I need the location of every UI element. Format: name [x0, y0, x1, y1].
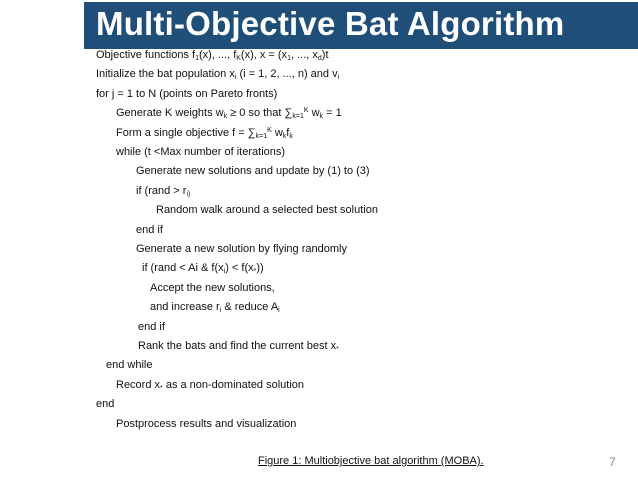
- pseudocode-text: k=1: [292, 113, 304, 121]
- pseudocode-text: )): [256, 262, 264, 275]
- pseudocode-text: k: [282, 132, 287, 140]
- pseudocode-text: Rank the bats and find the current best x: [138, 340, 337, 352]
- slide-title: Multi-Objective Bat Algorithm: [96, 5, 565, 42]
- pseudocode-text: Generate a new solution by flying randomly: [136, 243, 347, 255]
- pseudocode-text: *: [336, 346, 339, 353]
- pseudocode-text: (i = 1, 2, ..., n) and v: [236, 68, 338, 81]
- pseudocode-text: i: [278, 307, 280, 315]
- pseudocode-text: Form a single objective f = ∑: [116, 126, 256, 139]
- pseudocode-text: if (rand < Ai & f(x: [142, 262, 224, 275]
- pseudocode-text: Initialize the bat population x: [96, 68, 235, 81]
- pseudocode-text: *: [160, 384, 163, 392]
- pseudocode-text: for j = 1 to N (points on Pareto fronts): [96, 87, 278, 100]
- pseudocode-text: Random walk around a selected best solution: [156, 204, 378, 217]
- pseudocode-line: [136, 184, 190, 198]
- pseudocode-line: [96, 67, 339, 81]
- pseudocode-text: end while: [106, 359, 153, 372]
- pseudocode-text: Accept the new solutions,: [150, 281, 275, 294]
- pseudocode-text: while (t <Max number of iterations): [116, 146, 286, 158]
- pseudocode-line: [136, 242, 347, 256]
- pseudocode-line: [156, 203, 378, 217]
- pseudocode-text: i: [219, 307, 222, 315]
- pseudocode-line: [150, 300, 280, 314]
- pseudocode-text: k=1: [255, 132, 268, 140]
- pseudocode-text: k: [319, 113, 324, 121]
- pseudocode-text: Record x: [116, 378, 161, 391]
- pseudocode-line: [96, 48, 329, 62]
- pseudocode-text: (x), ..., f: [198, 49, 237, 61]
- pseudocode-text: f: [286, 126, 290, 139]
- pseudocode-text: d: [317, 55, 322, 62]
- pseudocode-text: w: [271, 126, 283, 139]
- pseudocode-line: [138, 320, 165, 334]
- pseudocode-line: [116, 417, 296, 431]
- figure-caption: Figure 1: Multiobjective bat algorithm (MOBA).: [258, 455, 484, 467]
- pseudocode-text: w: [308, 107, 320, 120]
- pseudocode-text: = 1: [323, 107, 342, 120]
- pseudocode-text: )t: [321, 49, 329, 61]
- pseudocode-text: i: [223, 268, 226, 276]
- pseudocode-text: k: [289, 132, 293, 140]
- page-number: 7: [609, 455, 616, 469]
- pseudocode-line: [116, 126, 293, 140]
- pseudocode-text: Generate K weights w: [116, 107, 224, 120]
- pseudocode-line: [136, 164, 370, 178]
- pseudocode-text: & reduce A: [221, 301, 279, 314]
- pseudocode-text: *: [253, 268, 257, 276]
- pseudocode-text: K: [267, 126, 272, 134]
- pseudocode-text: K: [303, 107, 309, 115]
- pseudocode-line: [138, 339, 339, 353]
- pseudocode-text: i): [186, 190, 191, 198]
- pseudocode-text: , ..., x: [290, 49, 318, 61]
- pseudocode-text: end if: [136, 223, 163, 236]
- pseudocode-text: i: [234, 74, 237, 82]
- pseudocode-line: [106, 358, 152, 372]
- pseudocode-text: end if: [138, 320, 165, 333]
- pseudocode-text: and increase r: [150, 301, 220, 314]
- pseudocode-line: [150, 281, 275, 295]
- pseudocode-line: [116, 106, 342, 120]
- pseudocode-text: Postprocess results and visualization: [116, 417, 297, 430]
- pseudocode-line: [136, 223, 163, 237]
- pseudocode-line: [96, 397, 114, 411]
- pseudocode-line: [116, 378, 304, 392]
- pseudocode-line: [142, 261, 264, 275]
- pseudocode-text: K: [236, 55, 241, 62]
- pseudocode-text: ) < f(x: [225, 262, 254, 275]
- pseudocode-text: k: [223, 113, 228, 121]
- pseudocode-text: 1: [287, 55, 291, 62]
- pseudocode-text: end: [96, 398, 115, 411]
- pseudocode-text: ≥ 0 so that ∑: [227, 107, 293, 120]
- pseudocode-line: [96, 87, 277, 101]
- pseudocode-text: 1: [195, 55, 199, 62]
- pseudocode-text: as a non-dominated solution: [162, 378, 305, 391]
- pseudocode-line: [116, 145, 285, 159]
- pseudocode-text: (x), x = (x: [240, 49, 288, 61]
- pseudocode-text: if (rand > r: [136, 184, 187, 197]
- pseudocode-text: i: [337, 74, 340, 82]
- pseudocode-text: Objective functions f: [96, 49, 196, 61]
- pseudocode-text: Generate new solutions and update by (1) to (3): [136, 165, 370, 178]
